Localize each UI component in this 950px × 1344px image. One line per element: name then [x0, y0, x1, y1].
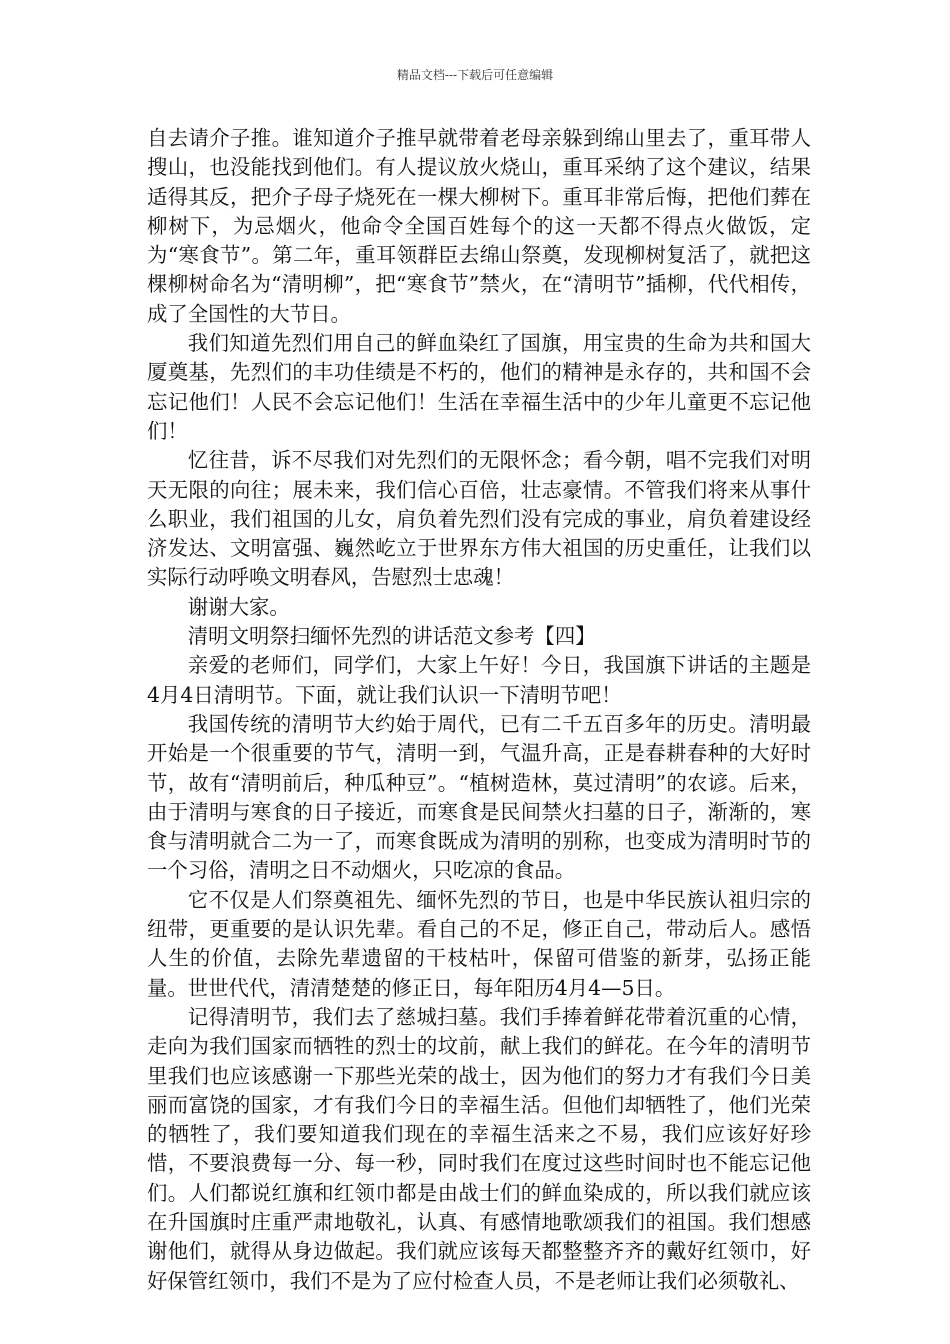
- document-body: [147, 124, 811, 1296]
- paragraph: 亲爱的老师们，同学们，大家上午好！今日，我国旗下讲话的主题是4月4日清明节。下面，就让我们认识一下清明节吧！: [147, 653, 811, 707]
- paragraph: 谢谢大家。: [187, 594, 290, 619]
- page-header: 精品文档---下载后可任意编辑: [396, 68, 554, 82]
- section-heading: 清明文明祭扫缅怀先烈的讲话范文参考【四】: [187, 624, 596, 649]
- paragraph: 我国传统的清明节大约始于周代，已有二千五百多年的历史。清明最开始是一个很重要的节气，清明一到，气温升高，正是春耕春种的大好时节，故有“清明前后，种瓜种豆”。“植树造林，莫过清明”的农谚。后来，由于清明与寒食的日子接近，而寒食是民间禁火扫墓的日子，渐渐的，寒食与清明就合二为一了，而寒食既成为清明的别称，也变成为清明时节的一个习俗，清明之日不动烟火，只吃凉的食品。: [147, 711, 811, 883]
- paragraph: 忆往昔，诉不尽我们对先烈们的无限怀念；看今朝，唱不完我们对明天无限的向往；展未来，我们信心百倍，壮志豪情。不管我们将来从事什么职业，我们祖国的儿女，肩负着先烈们没有完成的事业，肩负着建设经济发达、文明富强、巍然屹立于世界东方伟大祖国的历史重任，让我们以实际行动呼唤文明春风，告慰烈士忠魂！: [147, 448, 811, 590]
- paragraph: 我们知道先烈们用自己的鲜血染红了国旗，用宝贵的生命为共和国大厦奠基，先烈们的丰功佳绩是不朽的，他们的精神是永存的，共和国不会忘记他们！人民不会忘记他们！生活在幸福生活中的少年儿童更不忘记他们！: [147, 331, 811, 443]
- paragraph-continuation: 自去请介子推。谁知道介子推早就带着老母亲躲到绵山里去了，重耳带人搜山，也没能找到他们。有人提议放火烧山，重耳采纳了这个建议，结果适得其反，把介子母子烧死在一棵大柳树下。重耳非常后悔，把他们葬在柳树下，为忌烟火，他命令全国百姓每个的这一天都不得点火做饭，定为“寒食节”。第二年，重耳领群臣去绵山祭奠，发现柳树复活了，就把这棵柳树命名为“清明柳”，把“寒食节”禁火，在“清明节”插柳，代代相传，成了全国性的大节日。: [147, 126, 811, 326]
- paragraph: 记得清明节，我们去了慈城扫墓。我们手捧着鲜花带着沉重的心情，走向为我们国家而牺牲的烈士的坟前，献上我们的鲜花。在今年的清明节里我们也应该感谢一下那些光荣的战士，因为他们的努力才有我们今日美丽而富饶的国家，才有我们今日的幸福生活。但他们却牺牲了，他们光荣的牺牲了，我们要知道我们现在的幸福生活来之不易，我们应该好好珍惜，不要浪费每一分、每一秒，同时我们在度过这些时间时也不能忘记他们。人们都说红旗和红领巾都是由战士们的鲜血染成的，所以我们就应该在升国旗时庄重严肃地敬礼，认真、有感情地歌颂我们的祖国。我们想感谢他们，就得从身边做起。我们就应该每天都整整齐齐的戴好红领巾，好好保管红领巾，我们不是为了应付检查人员，不是老师让我们必须敬礼、: [147, 1004, 811, 1293]
- paragraph: 它不仅是人们祭奠祖先、缅怀先烈的节日，也是中华民族认祖归宗的纽带，更重要的是认识先辈。看自己的不足，修正自己，带动后人。感悟人生的价值，去除先辈遗留的干枝枯叶，保留可借鉴的新芽，弘扬正能量。世世代代，清清楚楚的修正日，每年阳历4月4—5日。: [147, 887, 811, 1000]
